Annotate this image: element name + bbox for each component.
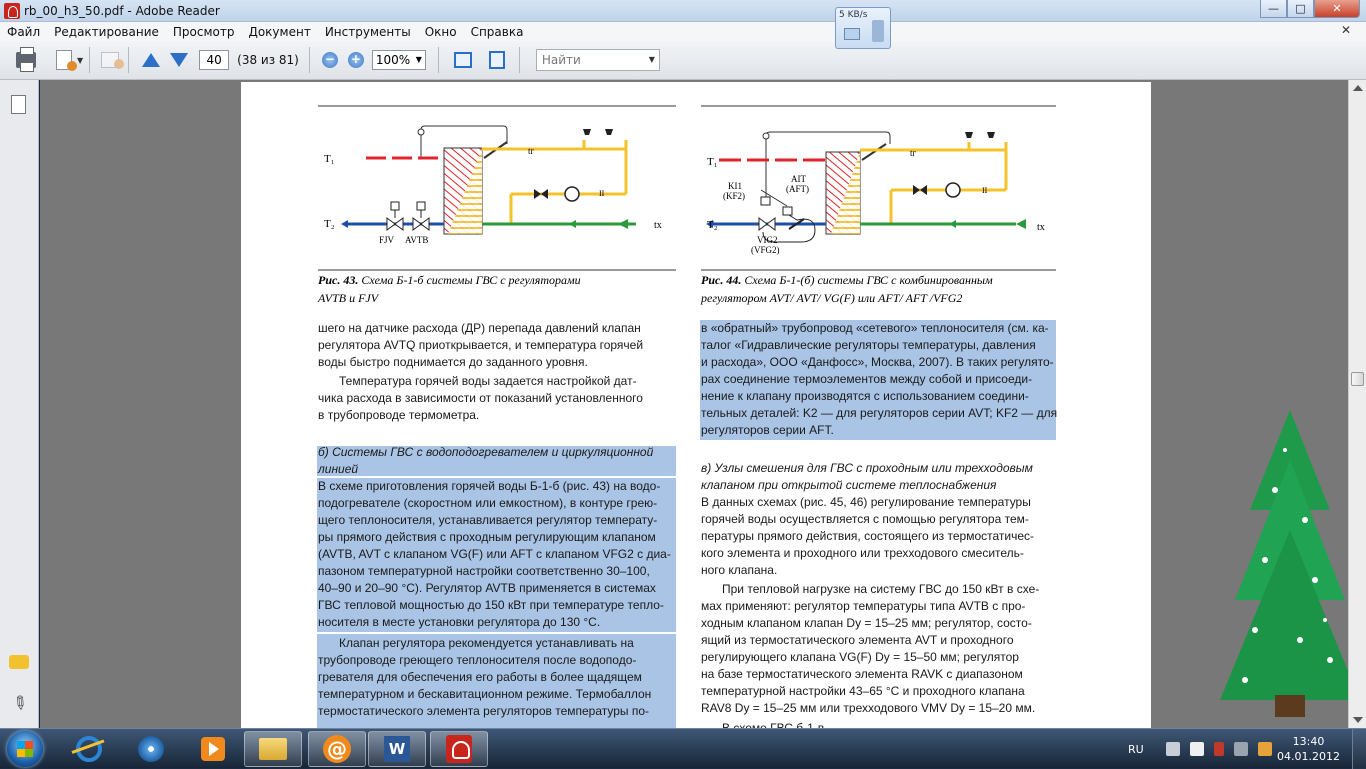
text-line: талог «Гидравлические регуляторы температуры, давления	[701, 338, 1036, 352]
text-line: термостатического элемента регуляторов температуры по-	[318, 704, 650, 718]
text-line: температурном и бескавитационном режиме. Термобаллон	[318, 687, 652, 701]
taskbar-ie[interactable]	[60, 731, 118, 767]
menu-tools[interactable]: Инструменты	[324, 24, 411, 39]
taskbar	[0, 728, 1366, 768]
text-line: гревателя для обеспечения его работы в более щадящем	[318, 670, 642, 684]
menu-edit[interactable]: Редактирование	[54, 24, 159, 39]
scroll-up-icon[interactable]	[1353, 85, 1363, 91]
label-tx: tх	[1037, 222, 1045, 233]
taskbar-word[interactable]	[368, 731, 426, 767]
taskbar-adobe-reader[interactable]	[430, 731, 488, 767]
text-line: регулирующего клапана VG(F) Dу = 15–50 мм; регулятор	[701, 650, 1019, 664]
navigation-pane	[0, 80, 39, 728]
text-line: Клапан регулятора рекомендуется устанавливать на	[339, 636, 634, 650]
text-line: пазоном температурной настройки соответственно 30–100,	[318, 564, 650, 578]
transfer-arrows-icon	[872, 20, 884, 42]
text-line: мах применяют: регулятор температуры типа AVTB с про-	[701, 599, 1026, 613]
maximize-button[interactable]: □	[1287, 0, 1314, 18]
figure-44-caption	[701, 273, 993, 287]
figure-43-caption-line2: AVTB и FJV	[318, 291, 379, 305]
text-line: и расхода», ООО «Данфосс», Москва, 2007). В таких регулято-	[701, 355, 1054, 369]
text-line: подогревателе (скоростном или емкостном), в контуре грею-	[318, 496, 658, 510]
folder-icon	[259, 738, 287, 760]
tray-network-icon[interactable]	[1214, 742, 1224, 756]
text-line: Температура горячей воды задается настройкой дат-	[339, 374, 637, 388]
label-k1: KI1	[728, 181, 742, 191]
minimize-button[interactable]: —	[1260, 0, 1287, 18]
attachment-icon[interactable]: ✎	[7, 690, 33, 717]
tray-device-icon[interactable]	[1190, 742, 1204, 756]
menu-bar	[0, 22, 1366, 41]
monitor-icon	[844, 28, 860, 40]
figure-43-diagram	[341, 126, 636, 234]
text-line: температурной настройки 43–65 °С и проходного клапана	[701, 684, 1025, 698]
text-line: RAV8 Dу = 15–25 мм или трехходового VMV Dу = 15–20 мм.	[701, 701, 1036, 715]
fit-page-button[interactable]	[485, 48, 509, 72]
text-line: горячей воды осуществляется с помощью регулятора тем-	[701, 512, 1029, 526]
taskbar-mail[interactable]	[308, 731, 366, 767]
text-line: ры прямого действия с проходным регулирующим клапаном	[318, 530, 656, 544]
label-t2: T₂	[324, 218, 335, 230]
figure-43-caption	[318, 273, 581, 287]
page-number-input[interactable]: 40	[199, 50, 229, 70]
label-pump: II	[599, 189, 605, 198]
label-t1: T₁	[707, 156, 718, 168]
text-line: пературы прямого действия, состоящего из термостатичес-	[701, 529, 1035, 543]
tray-app-icon[interactable]	[1166, 742, 1180, 756]
label-fjv: FJV	[379, 235, 395, 245]
text-line: в трубопроводе термометра.	[318, 408, 480, 422]
pages-icon[interactable]	[11, 95, 26, 114]
label-t1: T₁	[324, 153, 335, 165]
chevron-down-icon[interactable]: ▼	[77, 55, 84, 65]
network-rate: 5 KB/s	[839, 10, 868, 20]
christmas-tree-gadget	[1215, 390, 1348, 720]
arrow-down-icon	[170, 53, 188, 67]
arrow-up-icon	[142, 53, 160, 67]
show-desktop-button[interactable]	[1352, 729, 1366, 769]
left-column	[317, 321, 671, 718]
document-share-icon	[56, 50, 72, 70]
page-count: (38 из 81)	[237, 53, 299, 67]
menu-file[interactable]: Файл	[7, 24, 41, 39]
start-button[interactable]	[7, 731, 43, 767]
printer-icon	[16, 52, 36, 68]
text-line: ящий из термостатического элемента AVT и проходного	[701, 633, 1014, 647]
section-heading: клапаном при открытой системе теплоснабжения	[701, 478, 997, 492]
label-tg: tг	[528, 146, 535, 156]
chevron-down-icon: ▼	[415, 55, 422, 64]
chevron-down-icon: ▼	[648, 55, 655, 64]
label-aft: (AFT)	[786, 184, 809, 194]
text-line: носителя в месте установки регулятора до 130 °С.	[318, 615, 601, 629]
adobe-reader-icon	[4, 3, 20, 19]
volume-icon[interactable]	[1234, 742, 1248, 756]
text-line: 40–90 и 20–90 °С). Регулятор AVTB применяется в системах	[318, 581, 656, 595]
language-indicator[interactable]: RU	[1128, 742, 1144, 756]
document-viewport[interactable]	[40, 80, 1348, 728]
previous-page-button[interactable]	[139, 48, 163, 72]
search-input[interactable]	[536, 49, 660, 71]
pdf-page	[241, 82, 1151, 728]
fit-width-button[interactable]	[451, 48, 475, 72]
right-column	[701, 321, 1057, 728]
mail-agent-icon: @	[323, 735, 351, 763]
text-line: ГВС тепловой мощностью до 150 кВт при температуре тепло-	[318, 598, 664, 612]
menu-view[interactable]: Просмотр	[172, 24, 235, 39]
text-line: в «обратный» трубопровод «сетевого» теплоносителя (см. ка-	[701, 321, 1049, 335]
text-line: на базе термостатического элемента RAVK с диапазоном	[701, 667, 1023, 681]
section-heading: в) Узлы смешения для ГВС с проходным или трехходовым	[701, 461, 1033, 475]
text-line: ного клапана.	[701, 563, 778, 577]
caption-text: Схема Б-1-б системы ГВС с регуляторами	[358, 273, 581, 287]
label-tg: tг	[910, 148, 917, 158]
caption-label: Рис. 43.	[318, 273, 359, 287]
page-content	[241, 82, 1151, 728]
label-kf2: (KF2)	[723, 191, 745, 201]
label-vfg2: (VFG2)	[751, 245, 780, 255]
text-line: рах соединение термоэлементов между собой и присоеди-	[701, 372, 1033, 386]
network-meter-gadget[interactable]	[835, 7, 891, 49]
close-document-button[interactable]: ✕	[1340, 23, 1351, 37]
zoom-value: 100%	[375, 53, 411, 67]
text-line: шего на датчике расхода (ДР) перепада давлений клапан	[318, 321, 641, 335]
fit-width-icon	[454, 52, 472, 68]
menu-document[interactable]: Документ	[248, 24, 311, 39]
internet-explorer-icon	[76, 736, 102, 762]
search-placeholder: Найти	[541, 53, 581, 67]
label-ait: AIT	[791, 174, 806, 184]
media-center-icon	[138, 736, 164, 762]
taskbar-media-center[interactable]	[122, 731, 180, 767]
clock-date: 04.01.2012	[1277, 750, 1340, 763]
window-controls	[1260, 0, 1360, 18]
label-tx: tх	[654, 220, 662, 231]
section-heading: линией	[318, 462, 359, 476]
zoom-out-button[interactable]: −	[322, 52, 338, 68]
text-line: щего теплоносителя, устанавливается регулятор температу-	[318, 513, 658, 527]
zoom-in-button[interactable]: +	[348, 52, 364, 68]
window-title: rb_00_h3_50.pdf - Adobe Reader	[24, 3, 220, 18]
text-line: трубопроводе греющего теплоносителя после водоподо-	[318, 653, 637, 667]
taskbar-explorer[interactable]	[244, 731, 302, 767]
figure-44-caption-line2: регулятором AVT/ AVT/ VG(F) или AFT/ AFT /VFG2	[701, 291, 963, 305]
text-line: В схеме приготовления горячей воды Б-1-б (рис. 43) на водо-	[318, 479, 661, 493]
text-line: При тепловой нагрузке на систему ГВС до 150 кВт в схе-	[722, 582, 1040, 596]
vertical-scrollbar[interactable]	[1348, 80, 1366, 728]
toolbar	[0, 41, 1366, 80]
text-line: воды быстро поднимается до заданного уровня.	[318, 355, 588, 369]
text-line: тельных деталей: K2 — для регуляторов серии AVT; KF2 — для	[701, 406, 1058, 420]
label-pump: II	[982, 186, 988, 195]
caption-label: Рис. 44.	[701, 273, 742, 287]
section-heading: б) Системы ГВС с водоподогревателем и циркуляционной	[318, 445, 654, 459]
label-avtb: AVTB	[405, 235, 429, 245]
word-icon: W	[384, 736, 410, 762]
text-line	[722, 721, 824, 728]
scroll-down-icon[interactable]	[1353, 717, 1363, 723]
label-vg2: VIG2	[757, 235, 778, 245]
text-line: нение к клапану производятся с использованием соедини-	[701, 389, 1029, 403]
caption-text: Схема Б-1-(б) системы ГВС с комбинированным	[741, 273, 993, 287]
zoom-select[interactable]	[372, 50, 426, 70]
text-line: регулятора AVTQ приоткрывается, и температура горячей	[318, 338, 644, 352]
text-line: регуляторов серии AFT.	[701, 423, 834, 437]
tray-flag-icon[interactable]	[1258, 742, 1272, 756]
collaborate-button[interactable]	[98, 48, 122, 72]
scroll-thumb[interactable]	[1351, 372, 1364, 386]
title-bar	[0, 0, 1366, 22]
taskbar-media-player[interactable]	[184, 731, 242, 767]
comments-icon[interactable]	[9, 655, 29, 669]
clock-time: 13:40	[1292, 735, 1325, 748]
text-line: кого элемента и проходного или трехходового смеситель-	[701, 546, 1024, 560]
adobe-reader-icon	[446, 735, 472, 763]
share-button[interactable]	[52, 48, 76, 72]
media-player-icon	[201, 737, 225, 761]
text-line: чика расхода в зависимости от показаний установленного	[318, 391, 643, 405]
text-line: (AVTB, AVT с клапаном VG(F) или AFT с клапаном VFG2 с диа-	[318, 547, 671, 561]
menu-help[interactable]: Справка	[470, 24, 524, 39]
next-page-button[interactable]	[167, 48, 191, 72]
text-line: ходным клапаном клапан Dу = 15–25 мм; регулятор, состо-	[701, 616, 1032, 630]
close-button[interactable]: ✕	[1314, 0, 1360, 18]
figure-44-diagram	[706, 132, 1026, 242]
collaborate-icon	[101, 52, 119, 68]
text-line: В данных схемах (рис. 45, 46) регулирование температуры	[701, 495, 1031, 509]
print-button[interactable]	[14, 48, 38, 72]
fit-page-icon	[489, 51, 505, 69]
menu-window[interactable]: Окно	[424, 24, 457, 39]
label-t2: T₂	[707, 219, 718, 231]
clock[interactable]	[1277, 734, 1340, 764]
